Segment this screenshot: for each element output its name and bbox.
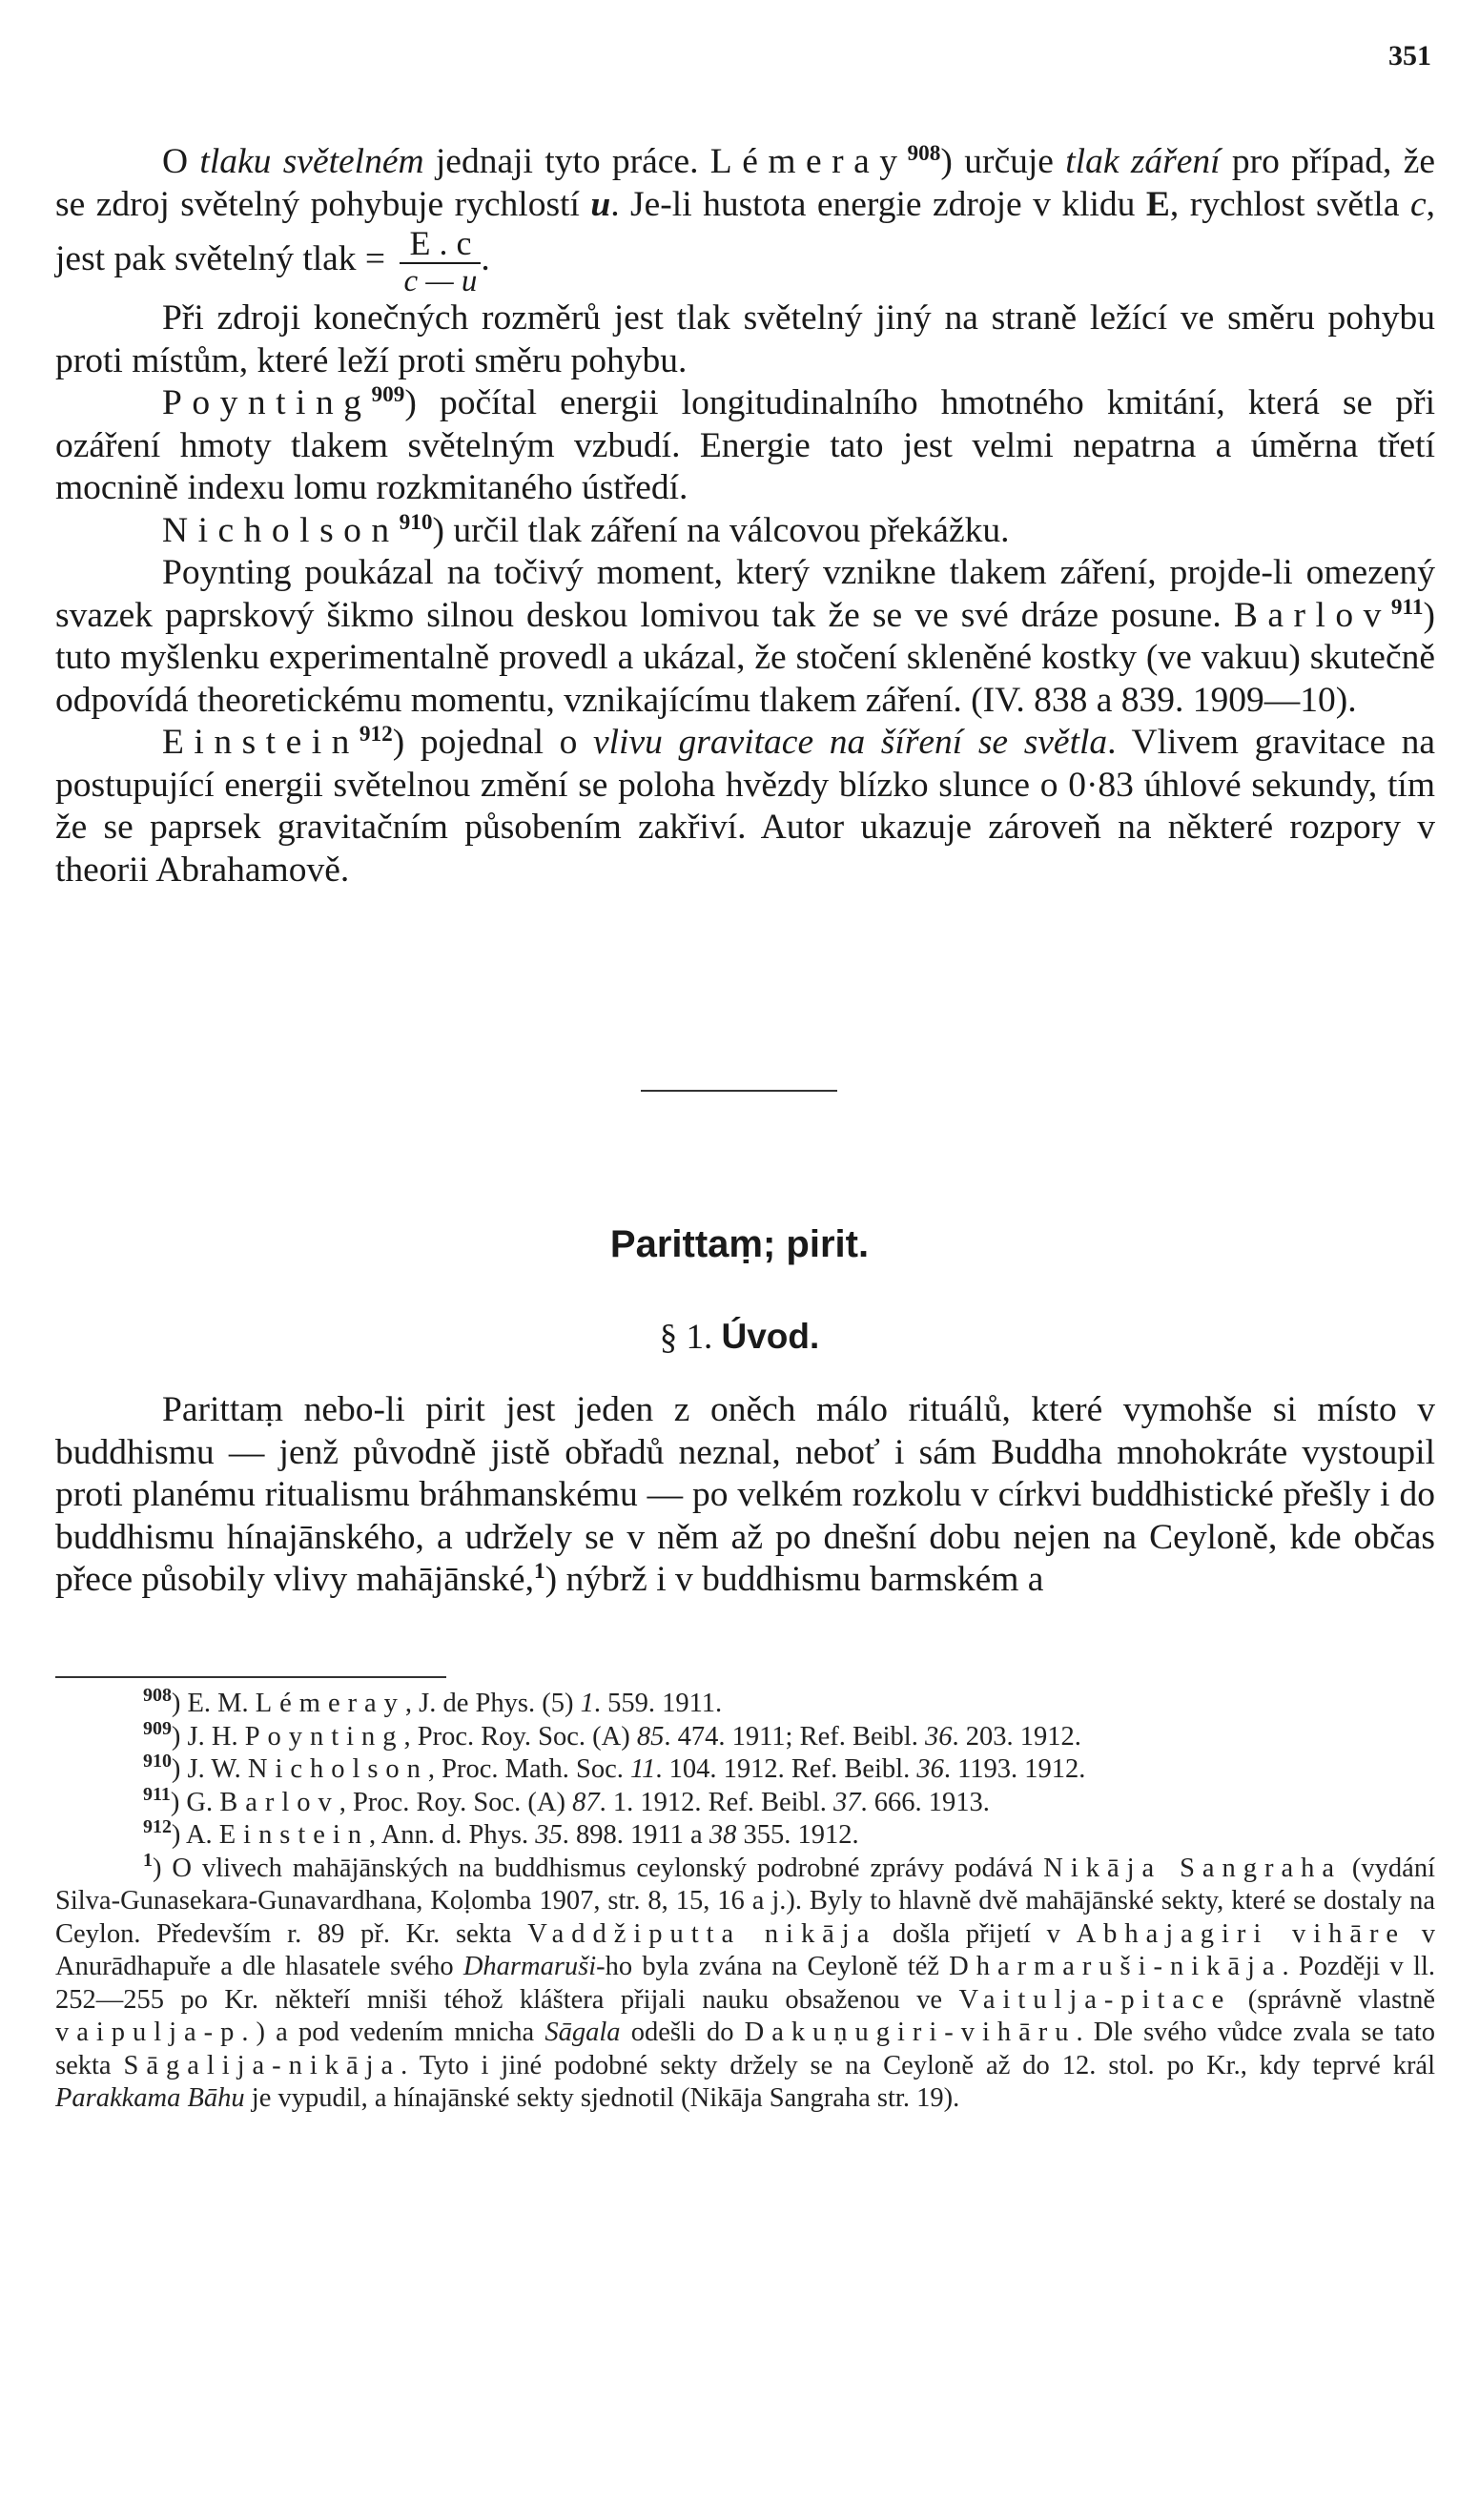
footnote-rule [55,1676,446,1678]
paragraph-nicholson: Nicholson$^{910}$) určil tlak záření na válcovou překážku. [162,509,1010,550]
paragraph-barlov: Poynting poukázal na točivý moment, který vznikne tlakem záření, projde-li omezený svazek paprskový šikmo silnou deskou lomivou tak že se ve své dráze posune. Barlov$^{911}$) tuto myšlenku experimentalně provedl a ukázal, že stočení skleněné kostky (ve vakuu) skutečně odpovídá theoretickému momentu, vznikajícímu tlakem záření. (IV. 838 a 839. 1909—10). [55,553,1435,720]
author-name: Einstein [162,723,359,762]
author-name: Nicholson [162,510,400,550]
paragraph-parittam: Parittaṃ nebo-li pirit jest jeden z oněch málo rituálů, které vymohše si místo v buddhismu — jenž původně jistě obřadů neznal, neboť i sám Buddha mnohokráte vystoupil proti planému ritualismu bráhmanskému — po velkém rozkolu v církvi buddhistické přešly i do buddhismu hínajānského, a udržely se v něm až po dnešní dobu nejen na Ceyloně, kde občas přece působily vlivy mahājānské,$^1$) nýbrž i v buddhismu barmském a [55,1390,1435,1599]
paragraph-finite-source: Při zdroji konečných rozměrů jest tlak světelný jiný na straně ležící ve směru pohybu proti místům, které leží proti směru pohybu. [55,298,1435,380]
footnote-ref: 912 [359,722,393,748]
chapter-title: Parittaṃ; pirit. [609,1223,870,1265]
pressure-formula: $\frac{E . c}{c — u}$ [400,226,481,297]
footnote-ref: 1 [533,1559,545,1585]
main-text-lower [55,1389,1435,1602]
footnote-908: $^{908}$) E. M. Lémeray, J. de Phys. (5) 1. 559. 1911. [143,1685,723,1718]
main-text-upper [55,141,1435,891]
footnote-ref: 909 [371,382,405,408]
paragraph-einstein: Einstein$^{912}$) pojednal o vlivu gravitace na šíření se světla. Vlivem gravitace na postupující energii světelnou změní se poloha hvězdy blízko slunce o 0·83 úhlové sekundy, tím že se paprsek gravitačním působením zakřiví. Autor ukazuje zároveň na některé rozpory v theorii Abrahamově. [55,722,1435,890]
paragraph-lemeray: O tlaku světelném jednaji tyto práce. Lémeray$^{908}$) určuje tlak záření pro případ, že se zdroj světelný pohybuje rychlostí u. Je-li hustota energie zdroje v klidu E, rychlost světla c, jest pak světelný tlak = $\frac{E . c}{c — u}$ . [55,141,1436,298]
footnote-911: $^{911}$) G. Barlov, Proc. Roy. Soc. (A) 87. 1. 1912. Ref. Beibl. 37. 666. 1913. [143,1783,990,1817]
author-name: Lémeray [709,142,908,181]
page-number: 351 [1388,40,1431,72]
footnote-909: $^{909}$) J. H. Poynting, Proc. Roy. Soc. (A) 85. 474. 1911; Ref. Beibl. 36. 203. 1912. [143,1717,1081,1752]
footnotes [55,1685,1436,2116]
author-name: Poynting [162,383,372,422]
footnote-ref: 908 [907,141,941,167]
author-name: Barlov [1233,595,1391,635]
footnote-912: $^{912}$) A. Einstein, Ann. d. Phys. 35. 898. 1911 a 38 355. 1912. [143,1816,859,1850]
section-heading: § 1. Úvod. [659,1317,820,1357]
footnote-ref: 911 [1390,594,1424,620]
section-separator [641,1090,837,1092]
footnote-1: $^1$) O vlivech mahājānských na buddhismus ceylonský podrobné zprávy podává Nikāja Sangraha (vydání Silva-Gunasekara-Gunavardhana, Koḷomba 1907, str. 8, 15, 16 a j.). Byly to hlavně dvě mahājānské sekty, které se dostaly na Ceylon. Především r. 89 př. Kr. sekta Vaddžiputta nikāja došla přijetí v Abhajagiri vihāre v Anurādhapuře a dle hlasatele svého Dharmaruši-ho byla zvána na Ceyloně též Dharmaruši-nikāja. Později v ll. 252—255 po Kr. někteří mniši téhož kláštera přijali nauku obsaženou ve Vaitulja-pitace (správně vlastně vaipulja-p.) a pod vedením mnicha Sāgala odešli do Dakuṇugiri-vihāru. Dle svého vůdce zvala se tato sekta Sāgalija-nikāja. Tyto i jiné podobné sekty držely se na Ceyloně až do 12. stol. po Kr., kdy teprvé král Parakkama Bāhu je vypudil, a hínajānské sekty sjednotil (Nikāja Sangraha str. 19). [55,1849,1436,2113]
footnote-ref: 910 [399,509,433,535]
footnote-910: $^{910}$) J. W. Nicholson, Proc. Math. Soc. 11. 104. 1912. Ref. Beibl. 36. 1193. 1912. [143,1751,1086,1784]
paragraph-poynting: Poynting$^{909}$) počítal energii longitudinalního hmotného kmitání, která se při ozáření hmoty tlakem světelným vzbudí. Energie tato jest velmi nepatrna a úměrna třetí mocnině indexu lomu rozkmitaného ústředí. [55,382,1435,507]
